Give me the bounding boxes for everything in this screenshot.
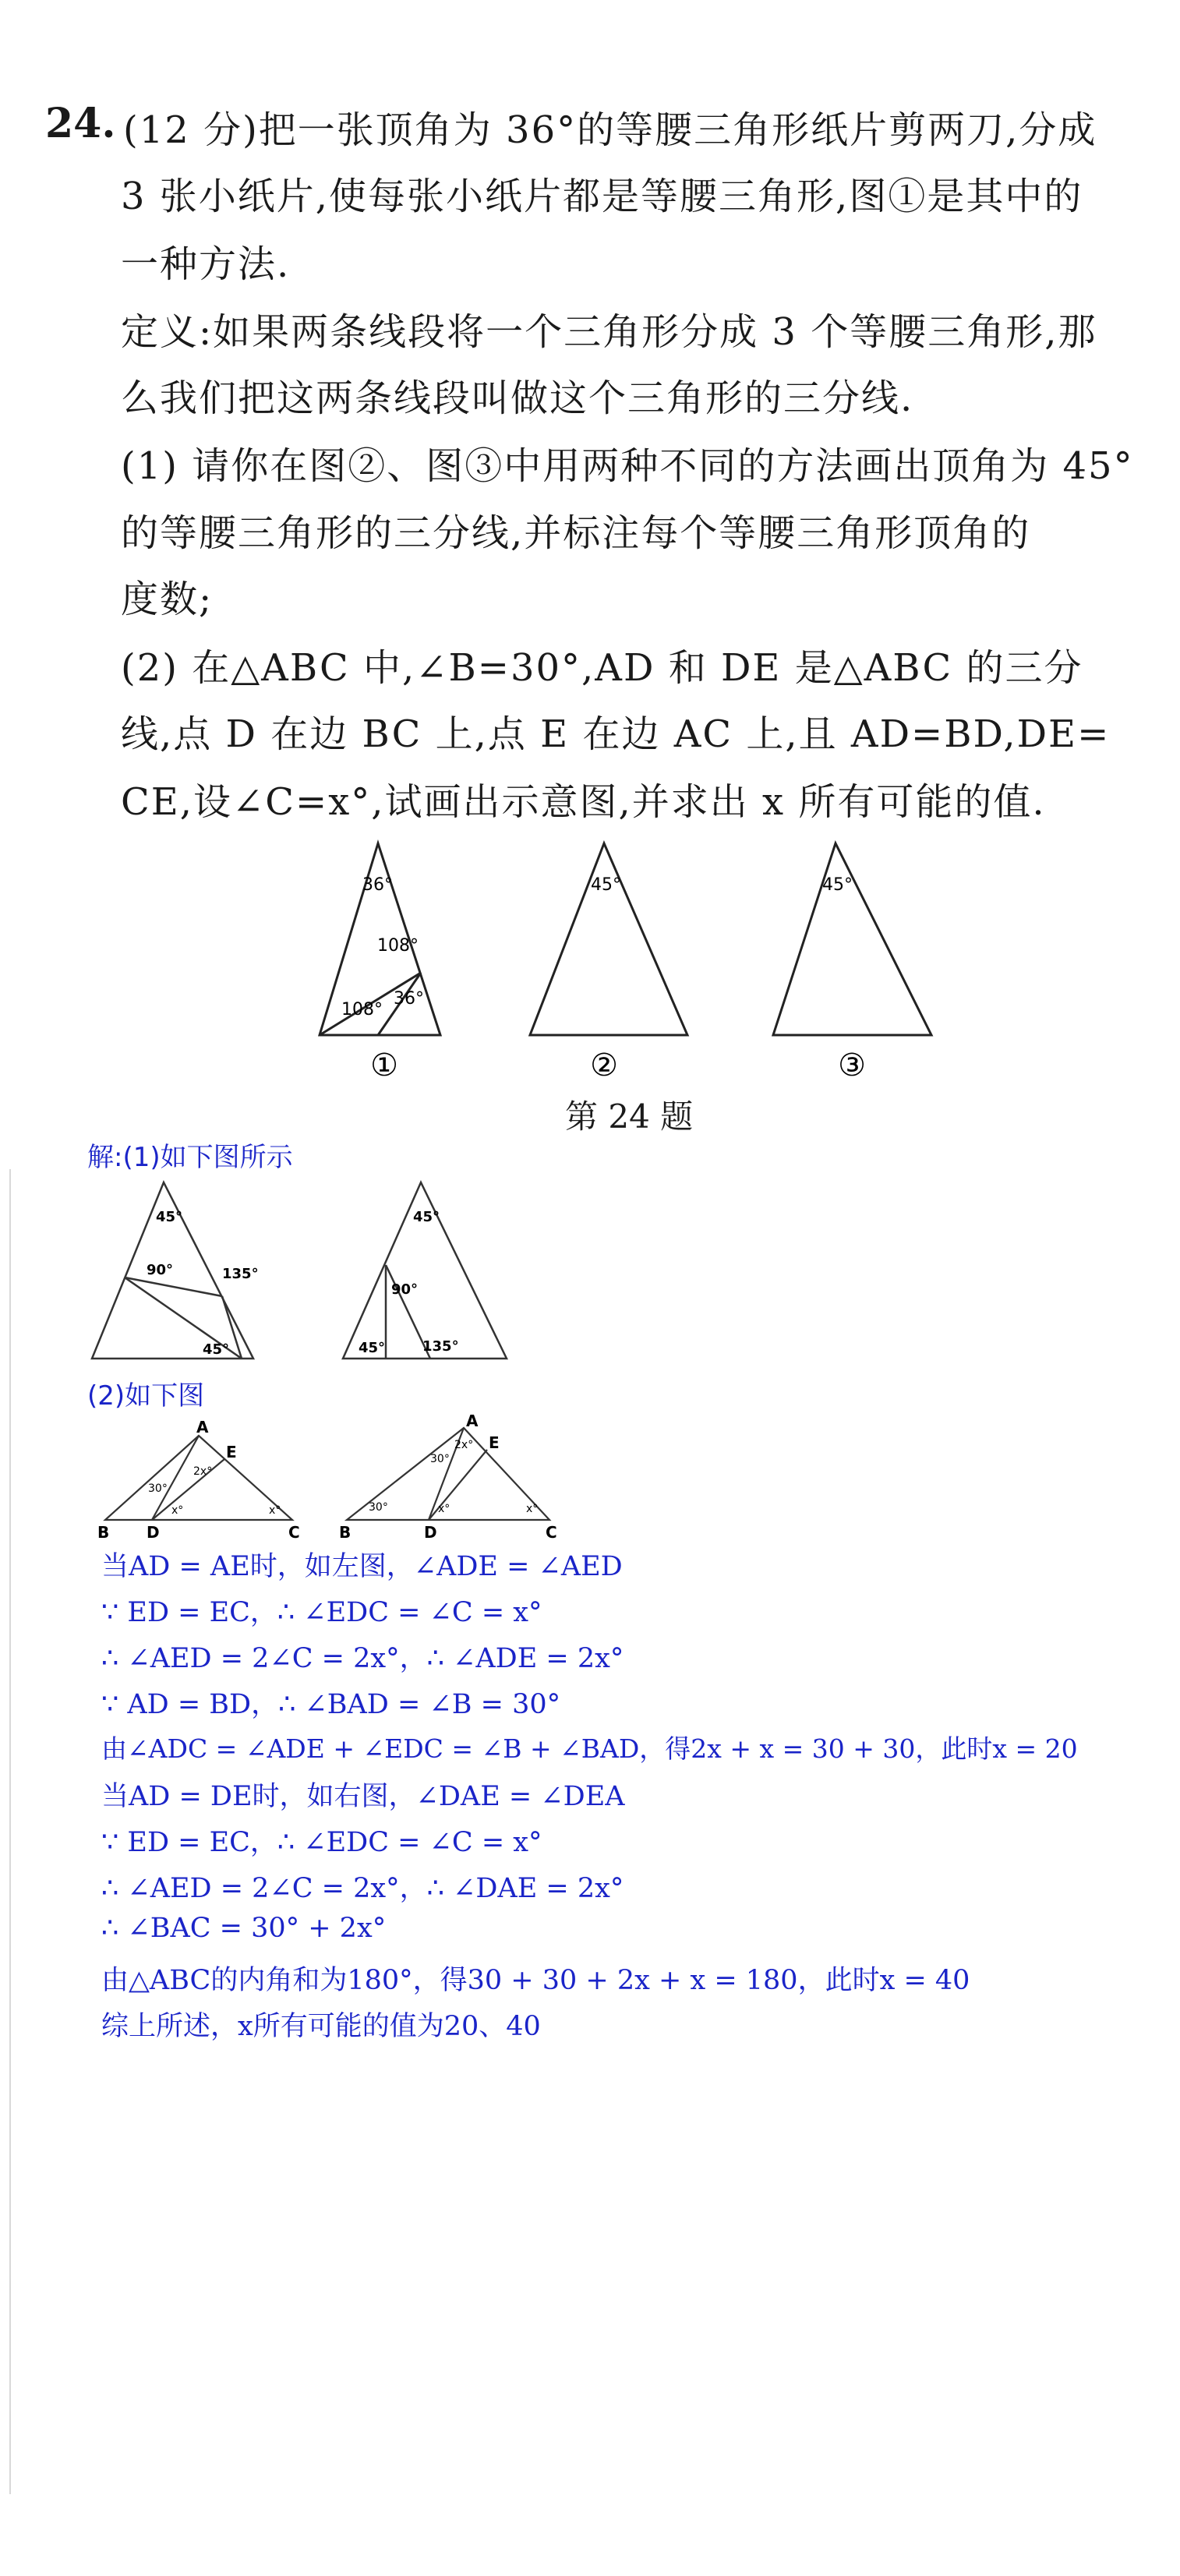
left-angle: 2x° xyxy=(193,1465,213,1478)
figure-2-triangle xyxy=(530,843,687,1035)
solution-line: ∵ ED = EC，∴ ∠EDC = ∠C = x° xyxy=(101,1597,542,1628)
right-label: E xyxy=(489,1433,500,1452)
figure-label: ② xyxy=(590,1048,618,1083)
solution-line: ∴ ∠AED = 2∠C = 2x°，∴ ∠ADE = 2x° xyxy=(101,1643,624,1674)
part1-figures xyxy=(86,1173,522,1368)
right-angle: 30° xyxy=(430,1453,450,1465)
solution-line: 综上所述，x所有可能的值为20、40 xyxy=(101,2011,541,2042)
problem-line: 一种方法. xyxy=(121,242,291,286)
part1-a-angle: 45° xyxy=(156,1209,183,1225)
left-label: B xyxy=(97,1523,110,1542)
figure-label: ① xyxy=(370,1048,398,1083)
right-label: D xyxy=(424,1523,437,1542)
right-angle: 30° xyxy=(369,1501,388,1514)
problem-line: 3 张小纸片,使每张小纸片都是等腰三角形,图①是其中的 xyxy=(121,175,1083,218)
part1-a-angle: 135° xyxy=(222,1266,259,1282)
part1-a-angle: 45° xyxy=(203,1341,230,1358)
part2-figures xyxy=(94,1411,577,1543)
right-label: B xyxy=(339,1523,352,1542)
problem-line: 定义:如果两条线段将一个三角形分成 3 个等腰三角形,那 xyxy=(121,310,1097,354)
fig1-angle: 108° xyxy=(377,936,419,956)
solution-part2-heading: (2)如下图 xyxy=(87,1380,205,1412)
part1-b-angle: 45° xyxy=(413,1209,440,1225)
solution-line: ∵ AD = BD，∴ ∠BAD = ∠B = 30° xyxy=(101,1689,561,1720)
solution-line: ∵ ED = EC，∴ ∠EDC = ∠C = x° xyxy=(101,1827,542,1858)
left-label: A xyxy=(196,1418,209,1436)
left-angle: x° xyxy=(269,1504,281,1517)
solution-line: ∴ ∠AED = 2∠C = 2x°，∴ ∠DAE = 2x° xyxy=(101,1873,624,1904)
part1-b-angle: 135° xyxy=(422,1338,459,1355)
fig1-angle: 36° xyxy=(362,875,393,895)
left-angle: x° xyxy=(171,1504,184,1517)
left-angle: 30° xyxy=(148,1482,168,1495)
solution-line: 当AD = DE时，如右图，∠DAE = ∠DEA xyxy=(101,1781,625,1812)
figure-caption: 第 24 题 xyxy=(565,1097,694,1136)
part1-b-angle: 45° xyxy=(359,1340,386,1356)
margin-line xyxy=(9,1169,11,2494)
right-angle: x° xyxy=(526,1503,539,1515)
fig3-angle: 45° xyxy=(822,875,853,895)
solution-line: ∴ ∠BAC = 30° + 2x° xyxy=(101,1913,387,1944)
problem-line: 的等腰三角形的三分线,并标注每个等腰三角形顶角的 xyxy=(121,511,1031,555)
problem-line: 度数; xyxy=(121,578,214,621)
part1-b-angle: 90° xyxy=(391,1281,419,1298)
solution-line: 当AD = AE时，如左图，∠ADE = ∠AED xyxy=(101,1551,623,1582)
question-number: 24. xyxy=(45,100,116,147)
left-label: D xyxy=(147,1523,160,1542)
left-label: E xyxy=(226,1443,237,1461)
solution-line: 由△ABC的内角和为180°，得30 + 30 + 2x + x = 180，此时x = 40 xyxy=(101,1965,970,1996)
problem-line: (12 分)把一张顶角为 36°的等腰三角形纸片剪两刀,分成 xyxy=(123,108,1097,152)
right-label: C xyxy=(546,1523,557,1542)
right-angle: x° xyxy=(438,1503,450,1515)
problem-line: (2) 在△ABC 中,∠B=30°,AD 和 DE 是△ABC 的三分 xyxy=(121,646,1083,690)
solution-line: 由∠ADC = ∠ADE + ∠EDC = ∠B + ∠BAD，得2x + x = 30 + 30，此时x = 20 xyxy=(101,1733,1078,1764)
part1-a-angle: 90° xyxy=(147,1262,174,1278)
solution-part1-heading: 解:(1)如下图所示 xyxy=(87,1142,293,1173)
problem-line: CE,设∠C=x°,试画出示意图,并求出 x 所有可能的值. xyxy=(121,780,1046,824)
figure-3-triangle xyxy=(773,843,931,1035)
part2-figure-left xyxy=(105,1436,292,1520)
problem-figures xyxy=(296,834,966,1083)
fig1-angle: 108° xyxy=(341,1000,383,1019)
problem-line: 线,点 D 在边 BC 上,点 E 在边 AC 上,且 AD=BD,DE= xyxy=(121,712,1111,756)
right-label: A xyxy=(466,1412,479,1430)
problem-line: 么我们把这两条线段叫做这个三角形的三分线. xyxy=(121,376,914,420)
fig1-angle: 36° xyxy=(394,989,424,1009)
problem-line: (1) 请你在图②、图③中用两种不同的方法画出顶角为 45° xyxy=(121,444,1134,488)
left-label: C xyxy=(288,1523,300,1542)
figure-label: ③ xyxy=(838,1048,866,1083)
right-angle: 2x° xyxy=(454,1439,474,1451)
fig2-angle: 45° xyxy=(591,875,621,895)
